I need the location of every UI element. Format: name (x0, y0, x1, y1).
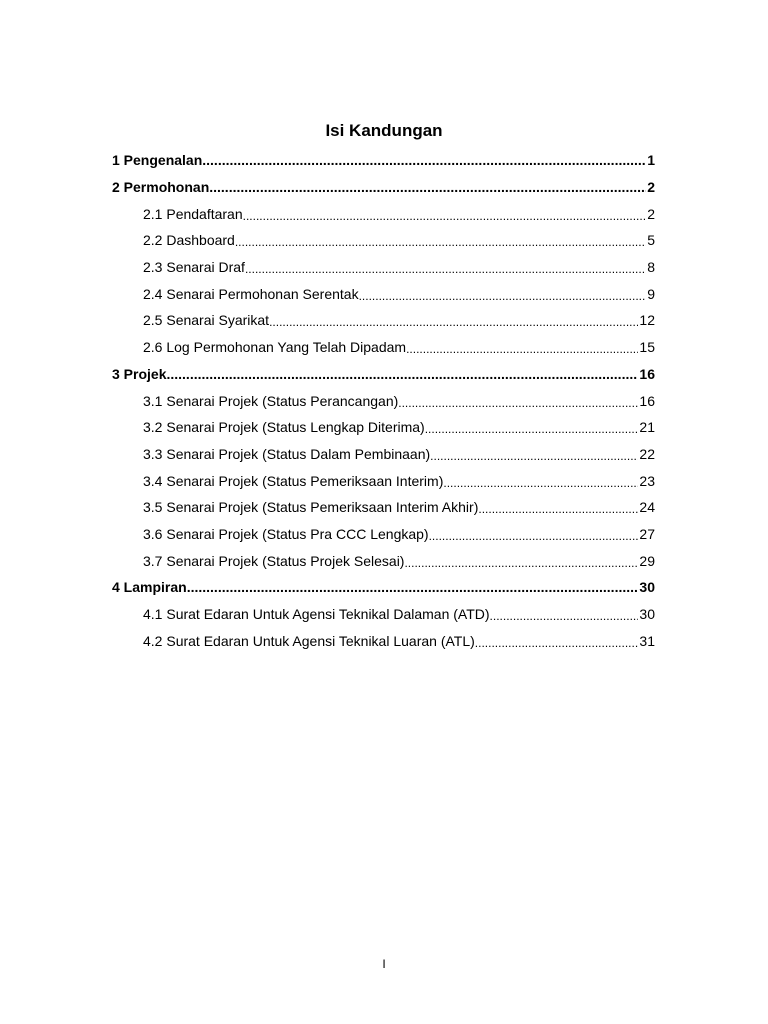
toc-entry-2-2-dashboard[interactable] (143, 227, 655, 254)
toc-entry-3-7-status-projek-selesai[interactable] (143, 547, 655, 574)
toc-entry-label: 2.4 Senarai Permohonan Serentak (143, 285, 359, 302)
toc-entry-label: 2.2 Dashboard (143, 232, 235, 249)
toc-entry-label: 2.6 Log Permohonan Yang Telah Dipadam (143, 339, 407, 356)
toc-entry-3-6-status-pra-ccc-lengkap[interactable] (143, 521, 655, 548)
dot-leader (430, 445, 638, 463)
dot-leader (406, 338, 638, 356)
toc-entry-1-pengenalan[interactable] (112, 147, 655, 174)
dot-leader (209, 178, 646, 196)
toc-entry-label: 3.4 Senarai Projek (Status Pemeriksaan Interim) (143, 472, 444, 489)
toc-entry-label: 3.7 Senarai Projek (Status Projek Selesai) (143, 552, 405, 569)
dot-leader (187, 578, 639, 596)
toc-entry-2-4-senarai-permohonan-serentak[interactable] (143, 280, 655, 307)
table-of-contents (0, 147, 768, 654)
dot-leader (245, 258, 646, 276)
toc-entry-3-2-status-lengkap-diterima[interactable] (143, 414, 655, 441)
toc-entry-page-number: 31 (639, 632, 655, 649)
toc-entry-page-number: 30 (639, 579, 655, 596)
toc-entry-label: 4.2 Surat Edaran Untuk Agensi Teknikal Luaran (ATL) (143, 632, 475, 649)
toc-entry-label: 2.3 Senarai Draf (143, 259, 245, 276)
toc-entry-label: 2.5 Senarai Syarikat (143, 312, 270, 329)
toc-entry-page-number: 24 (639, 499, 655, 516)
toc-entry-label: 4.1 Surat Edaran Untuk Agensi Teknikal Dalaman (ATD) (143, 606, 490, 623)
toc-entry-2-1-pendaftaran[interactable] (143, 200, 655, 227)
dot-leader (478, 498, 638, 516)
toc-entry-label: 3.2 Senarai Projek (Status Lengkap Diterima) (143, 419, 425, 436)
toc-entry-page-number: 23 (639, 472, 655, 489)
toc-entry-page-number: 27 (639, 525, 655, 542)
toc-entry-page-number: 9 (647, 285, 655, 302)
dot-leader (202, 151, 646, 169)
toc-entry-label: 2.1 Pendaftaran (143, 205, 243, 222)
toc-entry-page-number: 1 (647, 152, 655, 169)
toc-entry-page-number: 5 (647, 232, 655, 249)
dot-leader (166, 365, 638, 383)
dot-leader (443, 472, 638, 490)
toc-entry-page-number: 2 (647, 179, 655, 196)
toc-entry-label: 1 Pengenalan (112, 152, 203, 169)
toc-entry-label: 3.6 Senarai Projek (Status Pra CCC Lengkap) (143, 525, 429, 542)
dot-leader (235, 231, 646, 249)
toc-entry-4-lampiran[interactable] (112, 574, 655, 601)
toc-entry-3-4-status-pemeriksaan-interim[interactable] (143, 467, 655, 494)
toc-entry-page-number: 22 (639, 445, 655, 462)
toc-entry-4-1-surat-edaran-atd[interactable] (143, 601, 655, 628)
dot-leader (425, 418, 639, 436)
toc-entry-page-number: 30 (639, 606, 655, 623)
toc-entry-page-number: 21 (639, 419, 655, 436)
toc-entry-3-3-status-dalam-pembinaan[interactable] (143, 441, 655, 468)
dot-leader (398, 392, 638, 410)
page-number-footer: I (382, 957, 386, 971)
toc-entry-label: 4 Lampiran (112, 579, 187, 596)
toc-entry-3-projek[interactable] (112, 361, 655, 388)
dot-leader (359, 285, 647, 303)
toc-entry-2-5-senarai-syarikat[interactable] (143, 307, 655, 334)
toc-entry-2-permohonan[interactable] (112, 174, 655, 201)
toc-entry-page-number: 29 (639, 552, 655, 569)
toc-entry-label: 3.3 Senarai Projek (Status Dalam Pembinaan) (143, 445, 431, 462)
toc-entry-2-6-log-permohonan[interactable] (143, 334, 655, 361)
dot-leader (269, 311, 638, 329)
toc-entry-page-number: 8 (647, 259, 655, 276)
toc-entry-label: 3.1 Senarai Projek (Status Perancangan) (143, 392, 399, 409)
toc-entry-page-number: 2 (647, 205, 655, 222)
page-title: Isi Kandungan (325, 121, 443, 140)
toc-entry-3-1-status-perancangan[interactable] (143, 387, 655, 414)
toc-entry-4-2-surat-edaran-atl[interactable] (143, 627, 655, 654)
toc-entry-2-3-senarai-draf[interactable] (143, 254, 655, 281)
toc-entry-page-number: 12 (639, 312, 655, 329)
dot-leader (490, 605, 639, 623)
dot-leader (475, 632, 639, 650)
dot-leader (243, 205, 647, 223)
toc-entry-3-5-status-pemeriksaan-interim-akhir[interactable] (143, 494, 655, 521)
toc-entry-page-number: 16 (639, 365, 655, 382)
toc-entry-label: 3.5 Senarai Projek (Status Pemeriksaan Interim Akhir) (143, 499, 479, 516)
dot-leader (429, 525, 639, 543)
toc-entry-page-number: 15 (639, 339, 655, 356)
dot-leader (404, 552, 638, 570)
toc-entry-label: 2 Permohonan (112, 179, 210, 196)
toc-entry-label: 3 Projek (112, 365, 167, 382)
toc-entry-page-number: 16 (639, 392, 655, 409)
